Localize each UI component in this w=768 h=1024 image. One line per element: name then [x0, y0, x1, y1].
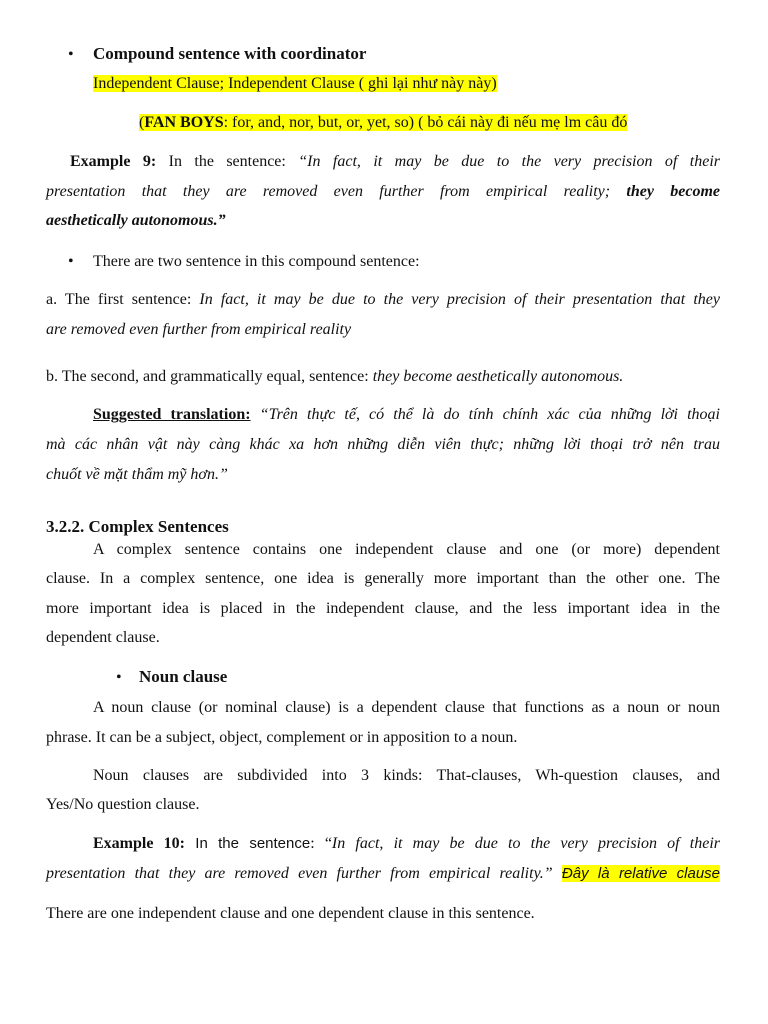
example9-quote-start: “In fact, it may be due to the very precision of their	[298, 153, 720, 170]
example10-quote1: In fact, it may be due to the very precision of their	[331, 835, 720, 852]
example9-line1	[70, 152, 720, 172]
compound-heading: Compound sentence with coordinator	[93, 44, 367, 63]
example9-line2	[46, 182, 720, 202]
noun-clause-heading: Noun clause	[139, 667, 228, 686]
bullet-icon: •	[116, 669, 122, 686]
example10-line2	[46, 864, 720, 884]
complex-p1-line2: clause. In a complex sentence, one idea is generally more important than the other one. The	[46, 570, 720, 587]
analysis-b-line	[46, 367, 623, 387]
translation-line2: mà các nhân vật này càng khác xa hơn những diễn viên thực; những lời thoại trở nên trau	[46, 436, 720, 453]
translation-text1: “Trên thực tế, có thể là do tính chính xác của những lời thoại	[250, 406, 720, 423]
bullet-icon: •	[68, 253, 74, 270]
example9-line3: aesthetically autonomous.”	[46, 212, 226, 229]
fanboys-open: (	[139, 114, 145, 131]
pattern-line	[93, 74, 497, 94]
example9-quote-bold: they become	[610, 183, 720, 200]
example9-quote-mid: presentation that they are removed even further from empirical reality;	[46, 183, 611, 200]
example10-quote2: presentation that they are removed even further from empirical reality.”	[46, 865, 553, 882]
fanboys-label: FAN BOYS	[144, 114, 224, 131]
noun-p1-line2: phrase. It can be a subject, object, complement or in apposition to a noun.	[46, 729, 518, 746]
translation-line1	[93, 405, 720, 425]
example10-line1	[93, 834, 720, 854]
example9-intro: In the sentence:	[156, 153, 299, 170]
analysis-b-italic: they become aesthetically autonomous.	[372, 368, 624, 385]
analysis-a-line2: are removed even further from empirical reality	[46, 321, 352, 338]
translation-label: Suggested translation:	[93, 406, 251, 423]
analysis-a-italic1: In fact, it may be due to the very precision of their presentation that they	[199, 291, 721, 308]
fanboys-list: : for, and, nor, but, or, yet, so) ( bỏ cái này đi nếu mẹ lm câu đó	[223, 114, 628, 131]
complex-heading: 3.2.2. Complex Sentences	[46, 517, 229, 536]
analysis-b-prefix: b. The second, and grammatically equal, sentence:	[46, 368, 373, 385]
example10-label: Example 10:	[93, 835, 185, 852]
noun-p2-line2: Yes/No question clause.	[46, 796, 200, 813]
complex-p1-line3: more important idea is placed in the independent clause, and the less important idea in the	[46, 600, 720, 617]
bullet-icon: •	[68, 46, 74, 63]
analysis-a-prefix: a. The first sentence:	[46, 291, 200, 308]
analysis-bullet-text: There are two sentence in this compound sentence:	[93, 253, 420, 270]
noun-p2-line1: Noun clauses are subdivided into 3 kinds: That-clauses, Wh-question clauses, and	[93, 767, 720, 784]
example10-intro: In the sentence	[184, 835, 311, 852]
complex-p1-line1: A complex sentence contains one independent clause and one (or more) dependent	[93, 541, 720, 558]
example10-closing: There are one independent clause and one dependent clause in this sentence.	[46, 905, 535, 922]
analysis-a-line1	[46, 290, 720, 310]
complex-p1-line4: dependent clause.	[46, 629, 160, 646]
fanboys-line	[139, 113, 627, 133]
pattern-text: Independent Clause; Independent Clause ( ghi lại như này này)	[93, 75, 497, 92]
example10-colon: : “	[310, 835, 332, 852]
relative-clause-note: Đây là relative clause	[561, 865, 721, 882]
translation-line3: chuốt về mặt thẩm mỹ hơn.”	[46, 466, 228, 483]
noun-p1-line1: A noun clause (or nominal clause) is a dependent clause that functions as a noun or noun	[93, 699, 720, 716]
example9-label: Example 9:	[70, 153, 157, 170]
